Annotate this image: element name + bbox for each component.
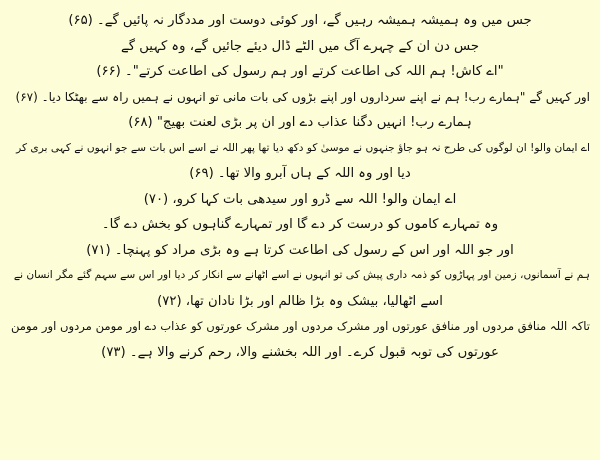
text-line-70: اے ایمان والو! اللہ سے ڈرو اور سیدھی بات کہا کرو، (۷۰)	[143, 191, 457, 207]
text-line-65: جس میں وہ ہمیشہ ہمیشہ رہیں گے، اور کوئی دوست اور مددگار نہ پائیں گے۔ (۶۵)	[68, 13, 532, 28]
text-line-73b: عورتوں کی توبہ قبول کرے۔ اور اللہ بخشنے والا، رحم کرنے والا ہے۔ (۷۳)	[101, 344, 499, 360]
text-line-66a: جس دن ان کے چہرے آگ میں الٹے ڈال دیئے جائیں گے، وہ کہیں گے	[121, 38, 479, 54]
text-line-68: ہمارے رب! انہیں دگنا عذاب دے اور ان پر بڑی لعنت بھیج" (۶۸)	[128, 115, 472, 130]
text-line-66b: "اے کاش! ہم اللہ کی اطاعت کرتے اور ہم رسول کی اطاعت کرتے"۔ (۶۶)	[96, 64, 504, 79]
text-line-72b: اسے اٹھالیا، بیشک وہ بڑا ظالم اور بڑا نادان تھا، (۷۲)	[157, 293, 443, 309]
text-line-72a: ہم نے آسمانوں، زمین اور پہاڑوں کو ذمہ داری پیش کی تو انہوں نے اسے اٹھانے سے انکار کر دیا اور اس سے سہم گئے مگر انسان نے	[13, 269, 590, 281]
text-line-71a: وہ تمہارے کاموں کو درست کر دے گا اور تمہارے گناہوں کو بخش دے گا۔	[101, 217, 499, 232]
text-line-67: اور کہیں گے "ہمارے رب! ہم نے اپنے سرداروں اور اپنے بڑوں کی بات مانی تو انہوں نے ہمیں راہ سے بھٹکا دیا۔ (۶۷)	[15, 89, 590, 104]
text-line-69a: اے ایمان والو! ان لوگوں کی طرح نہ ہو جاؤ جنہوں نے موسیٰ کو دکھ دیا تھا پھر اللہ نے اسے اس بات سے جو انہوں نے کہی بری کر	[16, 141, 590, 154]
text-line-73a: تاکہ اللہ منافق مردوں اور منافق عورتوں اور مشرک مردوں اور مشرک عورتوں کو عذاب دے اور مومن مردوں اور مومن	[10, 319, 590, 333]
text-line-71b: اور جو اللہ اور اس کے رسول کی اطاعت کرتا ہے وہ بڑی مراد کو پہنچا۔ (۷۱)	[86, 242, 514, 258]
text-line-69b: دیا اور وہ اللہ کے ہاں آبرو والا تھا۔ (۶۹)	[189, 166, 411, 181]
